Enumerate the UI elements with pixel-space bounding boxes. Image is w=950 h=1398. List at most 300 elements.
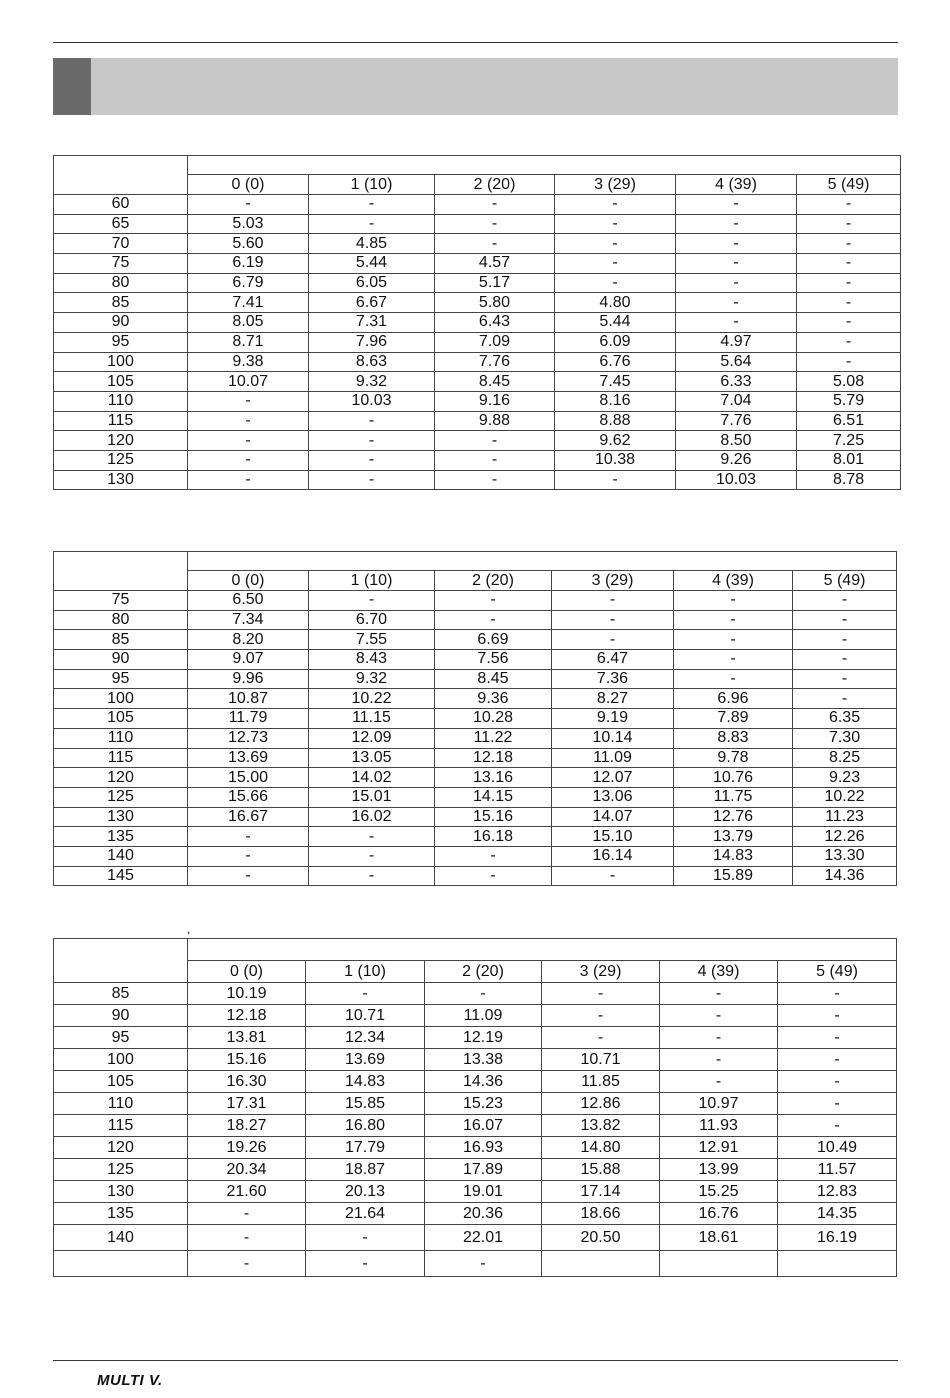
row-label-cell: 80 — [54, 273, 188, 293]
value-cell: - — [660, 1005, 778, 1027]
value-cell: 10.71 — [542, 1049, 660, 1071]
value-cell: 14.07 — [552, 807, 674, 827]
value-cell: - — [778, 1049, 897, 1071]
value-cell: - — [309, 450, 435, 470]
value-cell: - — [793, 650, 897, 670]
row-label-cell: 75 — [54, 254, 188, 274]
value-cell: 13.30 — [793, 846, 897, 866]
value-cell: - — [660, 1027, 778, 1049]
value-cell: 9.16 — [435, 391, 555, 411]
pressure-table-3 — [53, 938, 897, 1277]
banner-tab — [53, 58, 91, 115]
value-cell: 12.91 — [660, 1137, 778, 1159]
table-row — [54, 983, 897, 1005]
value-cell: 12.09 — [309, 728, 435, 748]
section-banner — [53, 58, 898, 115]
value-cell: 14.36 — [793, 866, 897, 886]
row-header-corner — [54, 552, 188, 591]
value-cell: - — [435, 450, 555, 470]
row-label-cell: 110 — [54, 391, 188, 411]
value-cell: - — [555, 470, 676, 490]
value-cell: 19.26 — [188, 1137, 306, 1159]
table-row — [54, 1181, 897, 1203]
value-cell: - — [552, 610, 674, 630]
value-cell: 6.67 — [309, 293, 435, 313]
table-row — [54, 728, 897, 748]
value-cell: 9.26 — [676, 450, 797, 470]
value-cell: - — [676, 195, 797, 215]
row-label-cell: 125 — [54, 450, 188, 470]
row-label-cell: 140 — [54, 846, 188, 866]
value-cell: - — [306, 1251, 425, 1277]
table-row — [54, 1159, 897, 1181]
value-cell: 5.17 — [435, 273, 555, 293]
column-header: 4 (39) — [660, 961, 778, 983]
value-cell: 7.04 — [676, 391, 797, 411]
value-cell: - — [676, 254, 797, 274]
row-label-cell: 125 — [54, 1159, 188, 1181]
row-label-cell: 65 — [54, 214, 188, 234]
value-cell: - — [309, 827, 435, 847]
value-cell: 13.99 — [660, 1159, 778, 1181]
table-row — [54, 195, 901, 215]
value-cell: - — [660, 1049, 778, 1071]
value-cell: - — [188, 411, 309, 431]
table-row — [54, 768, 897, 788]
value-cell: 9.88 — [435, 411, 555, 431]
row-label-cell: 85 — [54, 630, 188, 650]
value-cell: 9.32 — [309, 669, 435, 689]
value-cell: 7.25 — [797, 431, 901, 451]
value-cell: - — [542, 1027, 660, 1049]
value-cell: 8.45 — [435, 372, 555, 392]
value-cell: 6.47 — [552, 650, 674, 670]
value-cell: 7.89 — [674, 709, 793, 729]
value-cell: - — [797, 273, 901, 293]
table-row — [54, 273, 901, 293]
value-cell: 5.64 — [676, 352, 797, 372]
row-label-cell: 115 — [54, 748, 188, 768]
value-cell: 12.19 — [425, 1027, 542, 1049]
value-cell: - — [778, 1027, 897, 1049]
value-cell: - — [674, 591, 793, 611]
table-row — [54, 610, 897, 630]
value-cell: - — [797, 214, 901, 234]
value-cell: 15.16 — [435, 807, 552, 827]
value-cell: - — [555, 254, 676, 274]
column-header: 3 (29) — [552, 571, 674, 591]
value-cell: 6.33 — [676, 372, 797, 392]
value-cell: - — [542, 983, 660, 1005]
value-cell: - — [674, 669, 793, 689]
value-cell: 15.16 — [188, 1049, 306, 1071]
value-cell: - — [435, 591, 552, 611]
table-row — [54, 1203, 897, 1225]
value-cell: 12.18 — [188, 1005, 306, 1027]
row-label-cell: 115 — [54, 411, 188, 431]
row-label-cell: 140 — [54, 1225, 188, 1251]
row-label-cell: 145 — [54, 866, 188, 886]
value-cell: - — [797, 234, 901, 254]
value-cell: 8.27 — [552, 689, 674, 709]
row-label-cell: 95 — [54, 669, 188, 689]
value-cell: 12.86 — [542, 1093, 660, 1115]
value-cell: - — [797, 254, 901, 274]
value-cell: - — [188, 827, 309, 847]
value-cell: 10.28 — [435, 709, 552, 729]
value-cell: - — [797, 352, 901, 372]
table-row — [54, 1049, 897, 1071]
table-row — [54, 787, 897, 807]
value-cell: - — [309, 431, 435, 451]
value-cell: 9.32 — [309, 372, 435, 392]
value-cell: - — [188, 1203, 306, 1225]
value-cell: - — [435, 214, 555, 234]
value-cell: 10.14 — [552, 728, 674, 748]
table-row — [54, 332, 901, 352]
value-cell: 15.85 — [306, 1093, 425, 1115]
value-cell: 6.96 — [674, 689, 793, 709]
value-cell: 9.19 — [552, 709, 674, 729]
value-cell: 5.60 — [188, 234, 309, 254]
value-cell: - — [188, 470, 309, 490]
value-cell: 9.78 — [674, 748, 793, 768]
column-header: 4 (39) — [674, 571, 793, 591]
value-cell: 18.87 — [306, 1159, 425, 1181]
value-cell: 12.34 — [306, 1027, 425, 1049]
value-cell: 18.61 — [660, 1225, 778, 1251]
value-cell: 8.16 — [555, 391, 676, 411]
value-cell: - — [435, 195, 555, 215]
value-cell: 4.80 — [555, 293, 676, 313]
bottom-rule — [53, 1360, 898, 1361]
value-cell: 6.05 — [309, 273, 435, 293]
value-cell: 7.76 — [435, 352, 555, 372]
table-row — [54, 846, 897, 866]
value-cell: 20.13 — [306, 1181, 425, 1203]
value-cell: - — [188, 1225, 306, 1251]
value-cell: 7.76 — [676, 411, 797, 431]
value-cell: - — [552, 591, 674, 611]
value-cell: 7.41 — [188, 293, 309, 313]
value-cell: - — [778, 1071, 897, 1093]
value-cell: 12.83 — [778, 1181, 897, 1203]
value-cell: 13.79 — [674, 827, 793, 847]
value-cell: - — [542, 1005, 660, 1027]
row-label-cell: 95 — [54, 332, 188, 352]
pressure-table-1 — [53, 155, 901, 490]
value-cell: 16.93 — [425, 1137, 542, 1159]
table-row — [54, 1115, 897, 1137]
value-cell: - — [309, 866, 435, 886]
value-cell: 17.79 — [306, 1137, 425, 1159]
column-header: 2 (20) — [435, 175, 555, 195]
row-label-cell: 130 — [54, 470, 188, 490]
row-label-cell: 115 — [54, 1115, 188, 1137]
column-header: 2 (20) — [435, 571, 552, 591]
value-cell: 20.36 — [425, 1203, 542, 1225]
value-cell: 16.67 — [188, 807, 309, 827]
value-cell: 17.31 — [188, 1093, 306, 1115]
table-row — [54, 234, 901, 254]
value-cell: 15.66 — [188, 787, 309, 807]
value-cell: 13.69 — [188, 748, 309, 768]
value-cell: - — [435, 234, 555, 254]
value-cell: - — [793, 689, 897, 709]
value-cell: 6.51 — [797, 411, 901, 431]
row-label-cell: 70 — [54, 234, 188, 254]
table-row — [54, 1225, 897, 1251]
row-label-cell: 110 — [54, 728, 188, 748]
table-row — [54, 1005, 897, 1027]
table-row — [54, 254, 901, 274]
value-cell: - — [674, 650, 793, 670]
value-cell: 11.09 — [552, 748, 674, 768]
value-cell: 22.01 — [425, 1225, 542, 1251]
value-cell: 6.76 — [555, 352, 676, 372]
value-cell: - — [188, 450, 309, 470]
value-cell: 8.20 — [188, 630, 309, 650]
table-row — [54, 450, 901, 470]
value-cell: - — [674, 610, 793, 630]
value-cell: 10.87 — [188, 689, 309, 709]
value-cell: - — [778, 1115, 897, 1137]
value-cell: 10.97 — [660, 1093, 778, 1115]
value-cell: - — [797, 313, 901, 333]
value-cell: - — [435, 610, 552, 630]
value-cell: 13.82 — [542, 1115, 660, 1137]
value-cell: 5.44 — [309, 254, 435, 274]
value-cell: 11.22 — [435, 728, 552, 748]
row-label-cell: 135 — [54, 1203, 188, 1225]
value-cell: 7.55 — [309, 630, 435, 650]
value-cell: - — [425, 1251, 542, 1277]
table-row — [54, 391, 901, 411]
table-row — [54, 214, 901, 234]
value-cell: - — [555, 234, 676, 254]
value-cell: 10.22 — [309, 689, 435, 709]
value-cell: 11.79 — [188, 709, 309, 729]
value-cell: - — [309, 411, 435, 431]
table-row — [54, 1027, 897, 1049]
value-cell: 8.25 — [793, 748, 897, 768]
value-cell: - — [552, 630, 674, 650]
value-cell: - — [555, 195, 676, 215]
row-label-cell: 120 — [54, 768, 188, 788]
value-cell: - — [778, 1005, 897, 1027]
column-header: 3 (29) — [542, 961, 660, 983]
value-cell: - — [188, 195, 309, 215]
multi-v-logo: MULTI V. — [97, 1372, 163, 1389]
value-cell: 9.23 — [793, 768, 897, 788]
value-cell: 4.85 — [309, 234, 435, 254]
value-cell: 8.78 — [797, 470, 901, 490]
value-cell: 9.38 — [188, 352, 309, 372]
value-cell: 13.05 — [309, 748, 435, 768]
value-cell: 16.02 — [309, 807, 435, 827]
value-cell: 8.71 — [188, 332, 309, 352]
value-cell: 10.03 — [309, 391, 435, 411]
table-row — [54, 293, 901, 313]
value-cell: - — [309, 470, 435, 490]
value-cell: - — [188, 431, 309, 451]
value-cell: 16.07 — [425, 1115, 542, 1137]
table-row — [54, 866, 897, 886]
row-label-cell: 105 — [54, 709, 188, 729]
value-cell: 12.76 — [674, 807, 793, 827]
value-cell: 21.64 — [306, 1203, 425, 1225]
table-row — [54, 372, 901, 392]
table-row — [54, 1093, 897, 1115]
row-label-cell: 130 — [54, 1181, 188, 1203]
value-cell: 8.88 — [555, 411, 676, 431]
value-cell: 4.57 — [435, 254, 555, 274]
value-cell: 14.15 — [435, 787, 552, 807]
row-label-cell: 90 — [54, 650, 188, 670]
value-cell: 6.19 — [188, 254, 309, 274]
value-cell: - — [793, 610, 897, 630]
column-group-header — [188, 156, 901, 175]
value-cell: - — [676, 214, 797, 234]
value-cell: - — [676, 313, 797, 333]
column-header: 5 (49) — [797, 175, 901, 195]
value-cell: 14.35 — [778, 1203, 897, 1225]
table-row — [54, 431, 901, 451]
value-cell: 10.07 — [188, 372, 309, 392]
value-cell: 8.45 — [435, 669, 552, 689]
value-cell: 13.16 — [435, 768, 552, 788]
value-cell: 7.34 — [188, 610, 309, 630]
value-cell: 6.70 — [309, 610, 435, 630]
value-cell: 7.09 — [435, 332, 555, 352]
value-cell: - — [793, 630, 897, 650]
value-cell: 10.49 — [778, 1137, 897, 1159]
value-cell: - — [188, 391, 309, 411]
row-label-cell: 85 — [54, 293, 188, 313]
value-cell: - — [309, 214, 435, 234]
value-cell: - — [676, 234, 797, 254]
value-cell: - — [778, 1093, 897, 1115]
value-cell: - — [188, 1251, 306, 1277]
table-row — [54, 1137, 897, 1159]
value-cell — [660, 1251, 778, 1277]
column-header: 1 (10) — [306, 961, 425, 983]
table-row — [54, 827, 897, 847]
table-row — [54, 591, 897, 611]
row-label-cell: 95 — [54, 1027, 188, 1049]
column-header: 0 (0) — [188, 175, 309, 195]
value-cell: 6.69 — [435, 630, 552, 650]
table-row — [54, 352, 901, 372]
value-cell: - — [425, 983, 542, 1005]
value-cell: 11.75 — [674, 787, 793, 807]
row-label-cell: 105 — [54, 372, 188, 392]
value-cell: 18.66 — [542, 1203, 660, 1225]
value-cell: 15.10 — [552, 827, 674, 847]
value-cell: 11.93 — [660, 1115, 778, 1137]
value-cell: 8.05 — [188, 313, 309, 333]
row-label-cell: 100 — [54, 1049, 188, 1071]
value-cell: - — [676, 293, 797, 313]
value-cell: 9.07 — [188, 650, 309, 670]
value-cell: 11.23 — [793, 807, 897, 827]
column-header: 4 (39) — [676, 175, 797, 195]
value-cell: - — [676, 273, 797, 293]
value-cell: 10.38 — [555, 450, 676, 470]
value-cell: - — [674, 630, 793, 650]
value-cell: 16.80 — [306, 1115, 425, 1137]
value-cell: 5.80 — [435, 293, 555, 313]
value-cell: 16.30 — [188, 1071, 306, 1093]
value-cell: - — [660, 1071, 778, 1093]
row-header-corner — [54, 939, 188, 983]
value-cell: - — [309, 846, 435, 866]
value-cell: 18.27 — [188, 1115, 306, 1137]
value-cell: 14.36 — [425, 1071, 542, 1093]
value-cell — [542, 1251, 660, 1277]
value-cell: 5.44 — [555, 313, 676, 333]
value-cell: 6.43 — [435, 313, 555, 333]
value-cell: 12.18 — [435, 748, 552, 768]
column-header: 2 (20) — [425, 961, 542, 983]
value-cell: 13.69 — [306, 1049, 425, 1071]
row-label-cell: 105 — [54, 1071, 188, 1093]
value-cell: 16.18 — [435, 827, 552, 847]
value-cell: 5.79 — [797, 391, 901, 411]
value-cell: 15.89 — [674, 866, 793, 886]
value-cell: - — [435, 431, 555, 451]
value-cell: 20.34 — [188, 1159, 306, 1181]
value-cell: 6.09 — [555, 332, 676, 352]
value-cell: - — [797, 332, 901, 352]
row-label-cell: 130 — [54, 807, 188, 827]
value-cell: 17.14 — [542, 1181, 660, 1203]
value-cell: 17.89 — [425, 1159, 542, 1181]
value-cell: 13.81 — [188, 1027, 306, 1049]
value-cell: 16.76 — [660, 1203, 778, 1225]
value-cell: 9.62 — [555, 431, 676, 451]
value-cell: 8.83 — [674, 728, 793, 748]
value-cell: 8.43 — [309, 650, 435, 670]
table-row — [54, 411, 901, 431]
value-cell: 6.35 — [793, 709, 897, 729]
value-cell — [778, 1251, 897, 1277]
value-cell: 10.76 — [674, 768, 793, 788]
row-label-cell: 60 — [54, 195, 188, 215]
column-header: 5 (49) — [793, 571, 897, 591]
separator-mark: , — [187, 922, 191, 936]
row-label-cell: 120 — [54, 431, 188, 451]
value-cell: - — [793, 669, 897, 689]
table-row — [54, 689, 897, 709]
row-label-cell: 100 — [54, 352, 188, 372]
value-cell: 8.01 — [797, 450, 901, 470]
value-cell: 13.06 — [552, 787, 674, 807]
value-cell: 12.07 — [552, 768, 674, 788]
value-cell: 5.03 — [188, 214, 309, 234]
value-cell: - — [435, 866, 552, 886]
value-cell: 12.26 — [793, 827, 897, 847]
value-cell: 14.80 — [542, 1137, 660, 1159]
value-cell: 6.79 — [188, 273, 309, 293]
value-cell: 11.57 — [778, 1159, 897, 1181]
value-cell: - — [555, 214, 676, 234]
table-row — [54, 807, 897, 827]
value-cell: 7.96 — [309, 332, 435, 352]
row-label-cell — [54, 1251, 188, 1277]
value-cell: 14.02 — [309, 768, 435, 788]
value-cell: 7.31 — [309, 313, 435, 333]
